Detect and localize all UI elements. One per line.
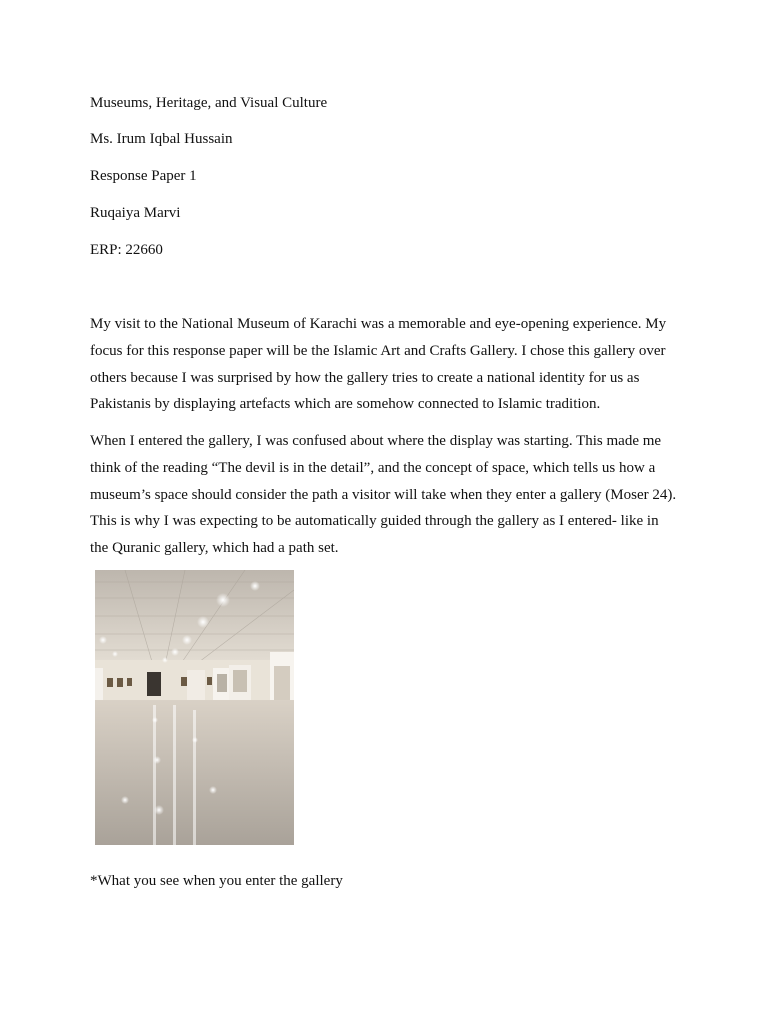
- course-title: Museums, Heritage, and Visual Culture: [90, 95, 328, 111]
- student-erp: ERP: 22660: [90, 242, 163, 258]
- body-paragraph-2: When I entered the gallery, I was confused about where the display was starting. This made me think of the reading “The devil is in the detail”, and the concept of space, which tells us how a museum’s space should consider the path a visitor will take when they enter a gallery (Moser 24). This is why I was expecting to be automatically guided through the gallery as I entered- like in the Quranic gallery, which had a path set.: [90, 433, 677, 557]
- body-paragraph-1: My visit to the National Museum of Karachi was a memorable and eye-opening experience. My focus for this response paper will be the Islamic Art and Crafts Gallery. I chose this gallery over others because I was surprised by how the gallery tries to create a national identity for us as Pakistanis by displaying artefacts which are somehow connected to Islamic tradition.: [90, 316, 667, 413]
- gallery-photo: [95, 570, 294, 845]
- student-name: Ruqaiya Marvi: [90, 205, 181, 221]
- instructor-name: Ms. Irum Iqbal Hussain: [90, 131, 233, 147]
- photo-caption: *What you see when you enter the gallery: [90, 873, 343, 889]
- assignment-title: Response Paper 1: [90, 168, 197, 184]
